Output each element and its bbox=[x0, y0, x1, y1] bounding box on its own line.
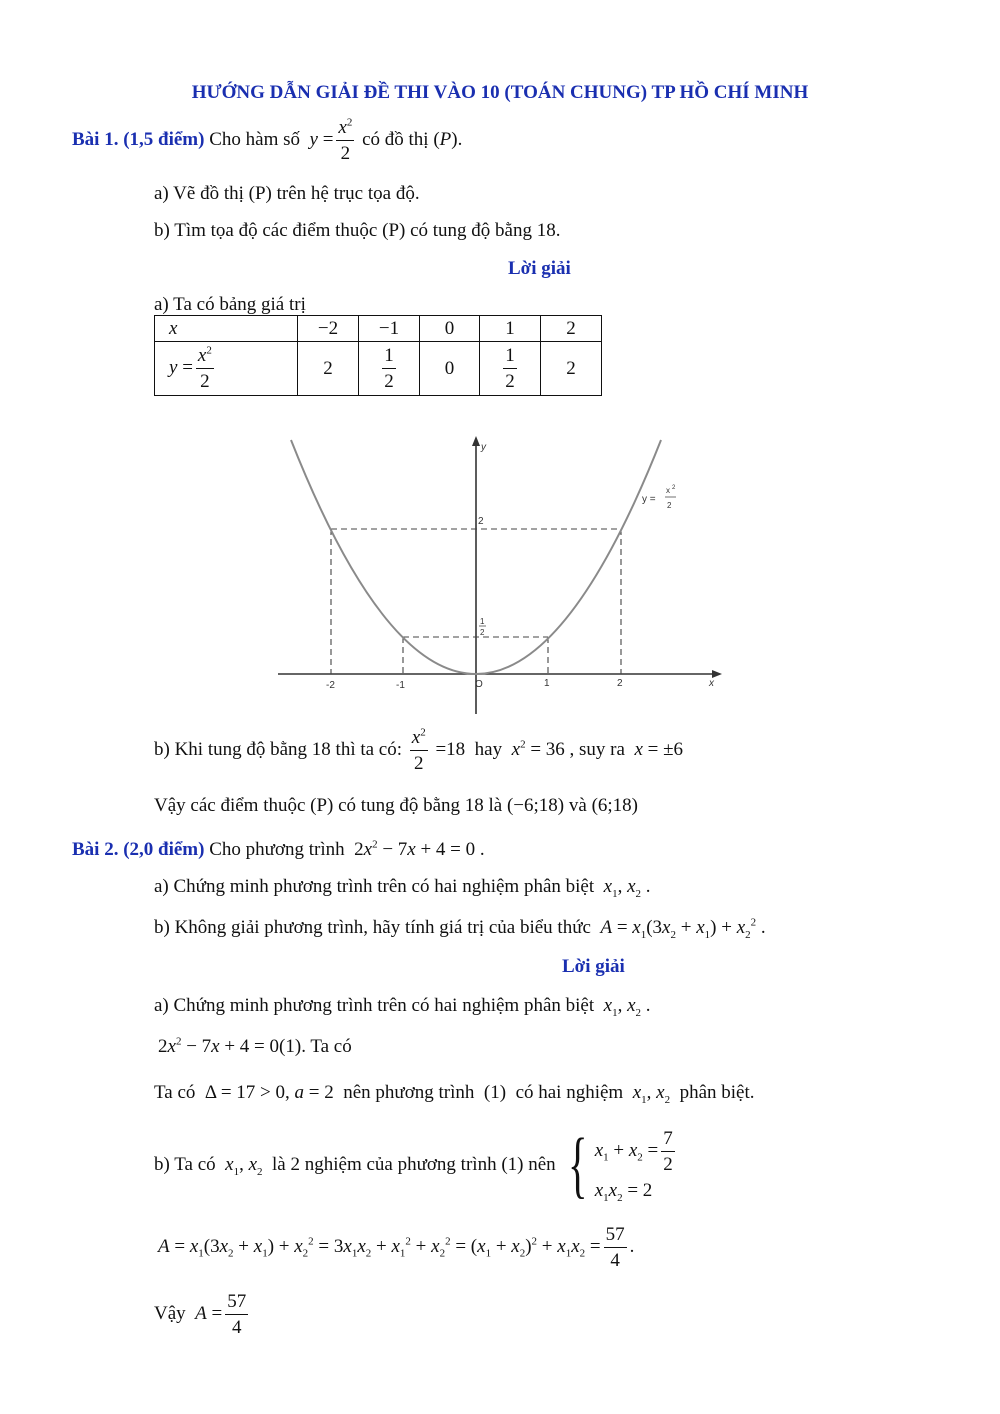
curve-label bbox=[642, 485, 676, 510]
origin-label: O bbox=[475, 679, 483, 690]
bai2-intro: Cho phương trình bbox=[209, 839, 345, 860]
table-cell: −1 bbox=[359, 316, 420, 342]
table-cell: $\frac{1}{2}$ bbox=[359, 342, 420, 396]
x-tick-label: 2 bbox=[617, 678, 623, 689]
y-axis-arrow bbox=[472, 436, 480, 446]
bai2-sol-b: b) Ta có $x_1$, $x_2$ là 2 nghiệm của phương trình (1) nên { $x_1 + x_2$ = $\frac{7}{2}$ $x_1x_2 = 2$ bbox=[154, 1128, 678, 1202]
bai1-points: (1,5 điểm) bbox=[123, 128, 205, 150]
bai1-part-a: a) Vẽ đồ thị (P) trên hệ trục tọa độ. bbox=[154, 183, 420, 204]
bai2-part-b: b) Không giải phương trình, hãy tính giá trị của biểu thức $A = x_1(3x_2 + x_1) + x_2^2$ . bbox=[154, 916, 766, 941]
system-brace: { bbox=[568, 1124, 588, 1206]
table-cell: 2 bbox=[541, 342, 602, 396]
x-tick-label: -2 bbox=[326, 680, 335, 691]
table-cell: 2 bbox=[541, 316, 602, 342]
bai1-sol-conclusion: Vậy các điểm thuộc (P) có tung độ bằng 18 là (−6;18) và (6;18) bbox=[154, 795, 638, 816]
table-row-y bbox=[155, 342, 602, 396]
y-tick-label-half bbox=[479, 617, 486, 637]
x-axis-label: x bbox=[709, 678, 714, 689]
bai1-label: Bài 1. bbox=[72, 128, 119, 150]
bai1-header bbox=[72, 118, 462, 163]
bai2-points: (2,0 điểm) bbox=[123, 839, 205, 860]
x-tick-label: -1 bbox=[396, 680, 405, 691]
table-cell: $\frac{1}{2}$ bbox=[480, 342, 541, 396]
svg-text:y =: y = bbox=[642, 494, 656, 505]
x-tick-label: 1 bbox=[544, 678, 550, 689]
table-cell-y-label: y = $\frac{x^2}{2}$ bbox=[155, 342, 298, 396]
bai2-conclusion: Vậy A = $\frac{57}{4}$ bbox=[154, 1291, 247, 1338]
function-formula: y = $\frac{x^2}{2}$ bbox=[309, 116, 353, 164]
y-tick-label: 2 bbox=[478, 516, 484, 527]
y-axis-label: y bbox=[481, 442, 486, 453]
table-cell: 0 bbox=[420, 342, 480, 396]
bai1-part-b: b) Tìm tọa độ các điểm thuộc (P) có tung độ bằng 18. bbox=[154, 220, 561, 241]
bai2-equation-label: $2x^2 - 7x + 4 = 0(1)$. Ta có bbox=[158, 1035, 352, 1057]
svg-text:x: x bbox=[666, 486, 670, 495]
bai1-sol-b-math: =18 hay $x^2 = 36$ , suy ra x = ±6 bbox=[435, 738, 684, 760]
bai2-solution-heading: Lời giải bbox=[562, 956, 625, 977]
table-cell: 0 bbox=[420, 316, 480, 342]
table-row-x bbox=[155, 316, 602, 342]
bai1-solution-heading: Lời giải bbox=[508, 258, 571, 279]
table-cell: 2 bbox=[298, 342, 359, 396]
table-cell: −2 bbox=[298, 316, 359, 342]
vieta-system: $x_1 + x_2$ = $\frac{7}{2}$ $x_1x_2 = 2$ bbox=[594, 1127, 673, 1204]
svg-text:2: 2 bbox=[667, 501, 672, 510]
bai1-intro-end: có đồ thị bbox=[362, 128, 429, 150]
bai2-delta-line: Ta có Δ = 17 > 0, a = 2 nên phương trình (1) có hai nghiệm $x_1$, $x_2$ phân biệt. bbox=[154, 1082, 755, 1106]
svg-text:2: 2 bbox=[480, 628, 485, 637]
bai2-part-a: a) Chứng minh phương trình trên có hai nghiệm phân biệt $x_1$, $x_2$ . bbox=[154, 876, 651, 900]
bai1-intro: Cho hàm số bbox=[209, 128, 300, 150]
bai2-label: Bài 2. bbox=[72, 839, 119, 860]
table-cell-x-label: x bbox=[155, 316, 298, 342]
table-intro: a) Ta có bảng giá trị bbox=[154, 294, 306, 315]
equation-fraction: $\frac{x^2}{2}$ bbox=[411, 726, 426, 774]
bai1-sol-b-intro: b) Khi tung độ bằng 18 thì ta có: bbox=[154, 738, 403, 760]
bai2-computation: $A = x_1(3x_2 + x_1) + x_2^2 = 3x_1x_2 + x_1^2 + x_2^2 = (x_1 + x_2)^2 + x_1x_2$ = $\frac{57}{4}$ . bbox=[158, 1224, 635, 1271]
bai2-equation: $2x^2 - 7x + 4 = 0$ . bbox=[349, 838, 485, 860]
bai2-header bbox=[72, 839, 485, 861]
svg-text:1: 1 bbox=[480, 617, 485, 626]
parabola-graph bbox=[270, 430, 730, 720]
value-table bbox=[154, 315, 602, 396]
svg-text:2: 2 bbox=[672, 485, 676, 491]
x-axis-arrow bbox=[712, 670, 722, 678]
page-title: HƯỚNG DẪN GIẢI ĐỀ THI VÀO 10 (TOÁN CHUNG) TP HỒ CHÍ MINH bbox=[191, 82, 809, 103]
table-cell: 1 bbox=[480, 316, 541, 342]
graph-name: (P). bbox=[433, 128, 463, 150]
bai1-sol-b bbox=[154, 728, 683, 773]
bai2-sol-a: a) Chứng minh phương trình trên có hai nghiệm phân biệt $x_1$, $x_2$ . bbox=[154, 995, 651, 1019]
